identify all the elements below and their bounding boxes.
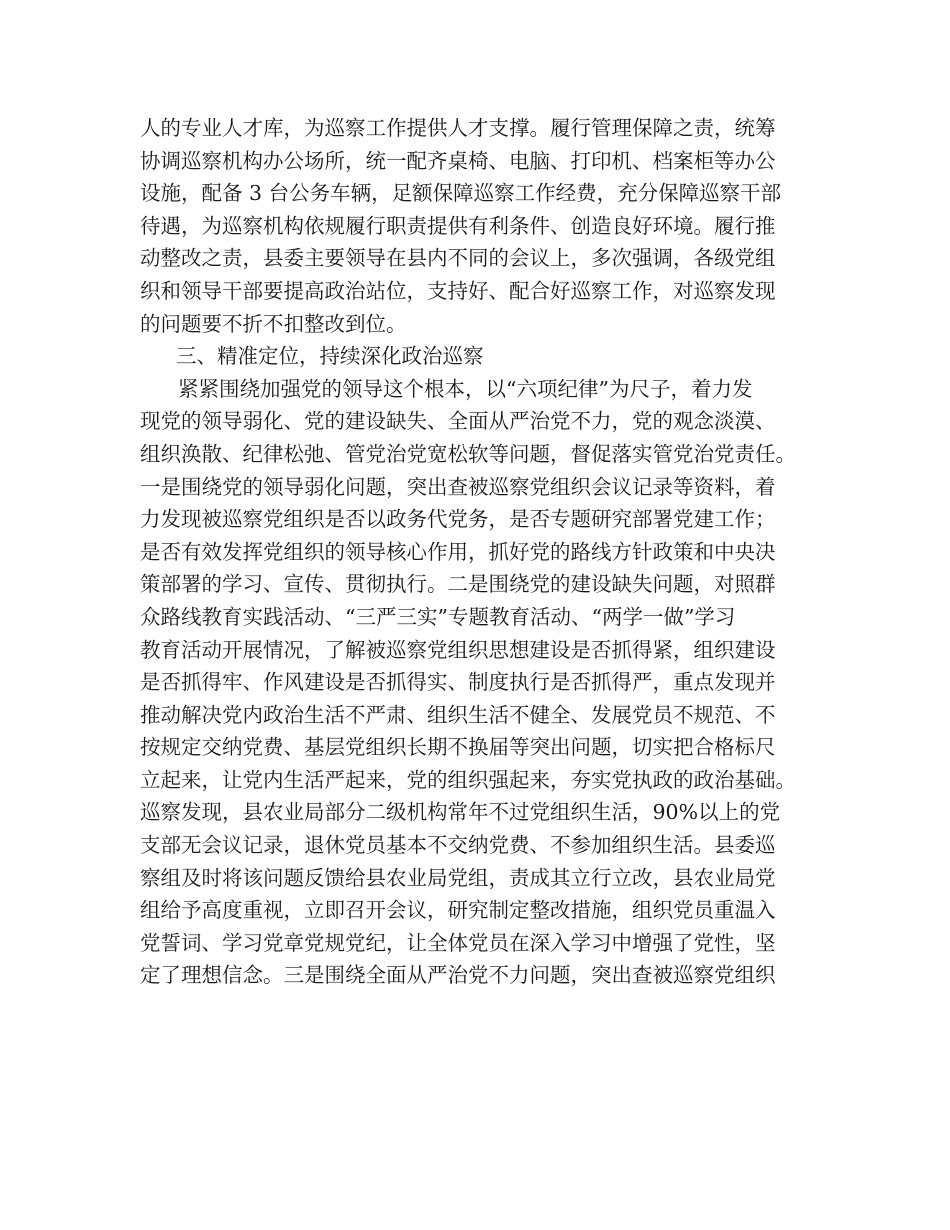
paragraph-line: 织和领导干部要提高政治站位，支持好、配合好巡察工作，对巡察发现 — [140, 278, 776, 303]
paragraph-line: 巡察发现，县农业局部分二级机构常年不过党组织生活，90%以上的党 — [140, 800, 781, 825]
paragraph-line: 待遇，为巡察机构依规履行职责提供有利条件、创造良好环境。履行推 — [140, 213, 776, 238]
paragraph-line: 力发现被巡察党组织是否以政务代党务，是否专题研究部署党建工作； — [140, 507, 776, 532]
paragraph-line: 一是围绕党的领导弱化问题，突出查被巡察党组织会议记录等资料，着 — [140, 474, 776, 499]
paragraph-line: 现党的领导弱化、党的建设缺失、全面从严治党不力，党的观念淡漠、 — [140, 409, 776, 434]
paragraph-line: 党誓词、学习党章党规党纪，让全体党员在深入学习中增强了党性，坚 — [140, 930, 776, 955]
paragraph-line: 立起来，让党内生活严起来，党的组织强起来，夯实党执政的政治基础。 — [140, 767, 796, 792]
paragraph-line: 紧紧围绕加强党的领导这个根本，以“六项纪律”为尺子，着力发 — [178, 376, 753, 401]
paragraph-line: 是否抓得牢、作风建设是否抓得实、制度执行是否抓得严，重点发现并 — [140, 670, 776, 695]
paragraph-line: 察组及时将该问题反馈给县农业局党组，责成其立行立改，县农业局党 — [140, 865, 776, 890]
section-heading: 三、精准定位，持续深化政治巡察 — [176, 344, 484, 369]
paragraph-line: 策部署的学习、宣传、贯彻执行。二是围绕党的建设缺失问题，对照群 — [140, 572, 776, 597]
paragraph-line: 支部无会议记录，退休党员基本不交纳党费、不参加组织生活。县委巡 — [140, 833, 776, 858]
document-body — [140, 112, 830, 992]
paragraph-line: 动整改之责，县委主要领导在县内不同的会议上，多次强调，各级党组 — [140, 246, 776, 271]
paragraph-line: 的问题要不折不扣整改到位。 — [140, 311, 407, 336]
paragraph-line: 组织涣散、纪律松弛、管党治党宽松软等问题，督促落实管党治党责任。 — [140, 441, 796, 466]
paragraph-line: 推动解决党内政治生活不严肃、组织生活不健全、发展党员不规范、不 — [140, 702, 776, 727]
paragraph-line: 教育活动开展情况，了解被巡察党组织思想建设是否抓得紧，组织建设 — [140, 637, 776, 662]
paragraph-line: 协调巡察机构办公场所，统一配齐桌椅、电脑、打印机、档案柜等办公 — [140, 148, 776, 173]
paragraph-line: 众路线教育实践活动、“三严三实”专题教育活动、“两学一做”学习 — [140, 604, 736, 629]
paragraph-line: 人的专业人才库，为巡察工作提供人才支撑。履行管理保障之责，统筹 — [140, 116, 776, 140]
paragraph-line: 按规定交纳党费、基层党组织长期不换届等突出问题，切实把合格标尺 — [140, 735, 776, 760]
paragraph-line: 设施，配备 3 台公务车辆，足额保障巡察工作经费，充分保障巡察干部 — [140, 181, 782, 206]
paragraph-line: 组给予高度重视，立即召开会议，研究制定整改措施，组织党员重温入 — [140, 898, 776, 923]
paragraph-line: 是否有效发挥党组织的领导核心作用，抓好党的路线方针政策和中央决 — [140, 539, 776, 564]
paragraph-line: 定了理想信念。三是围绕全面从严治党不力问题，突出查被巡察党组织 — [140, 963, 776, 988]
